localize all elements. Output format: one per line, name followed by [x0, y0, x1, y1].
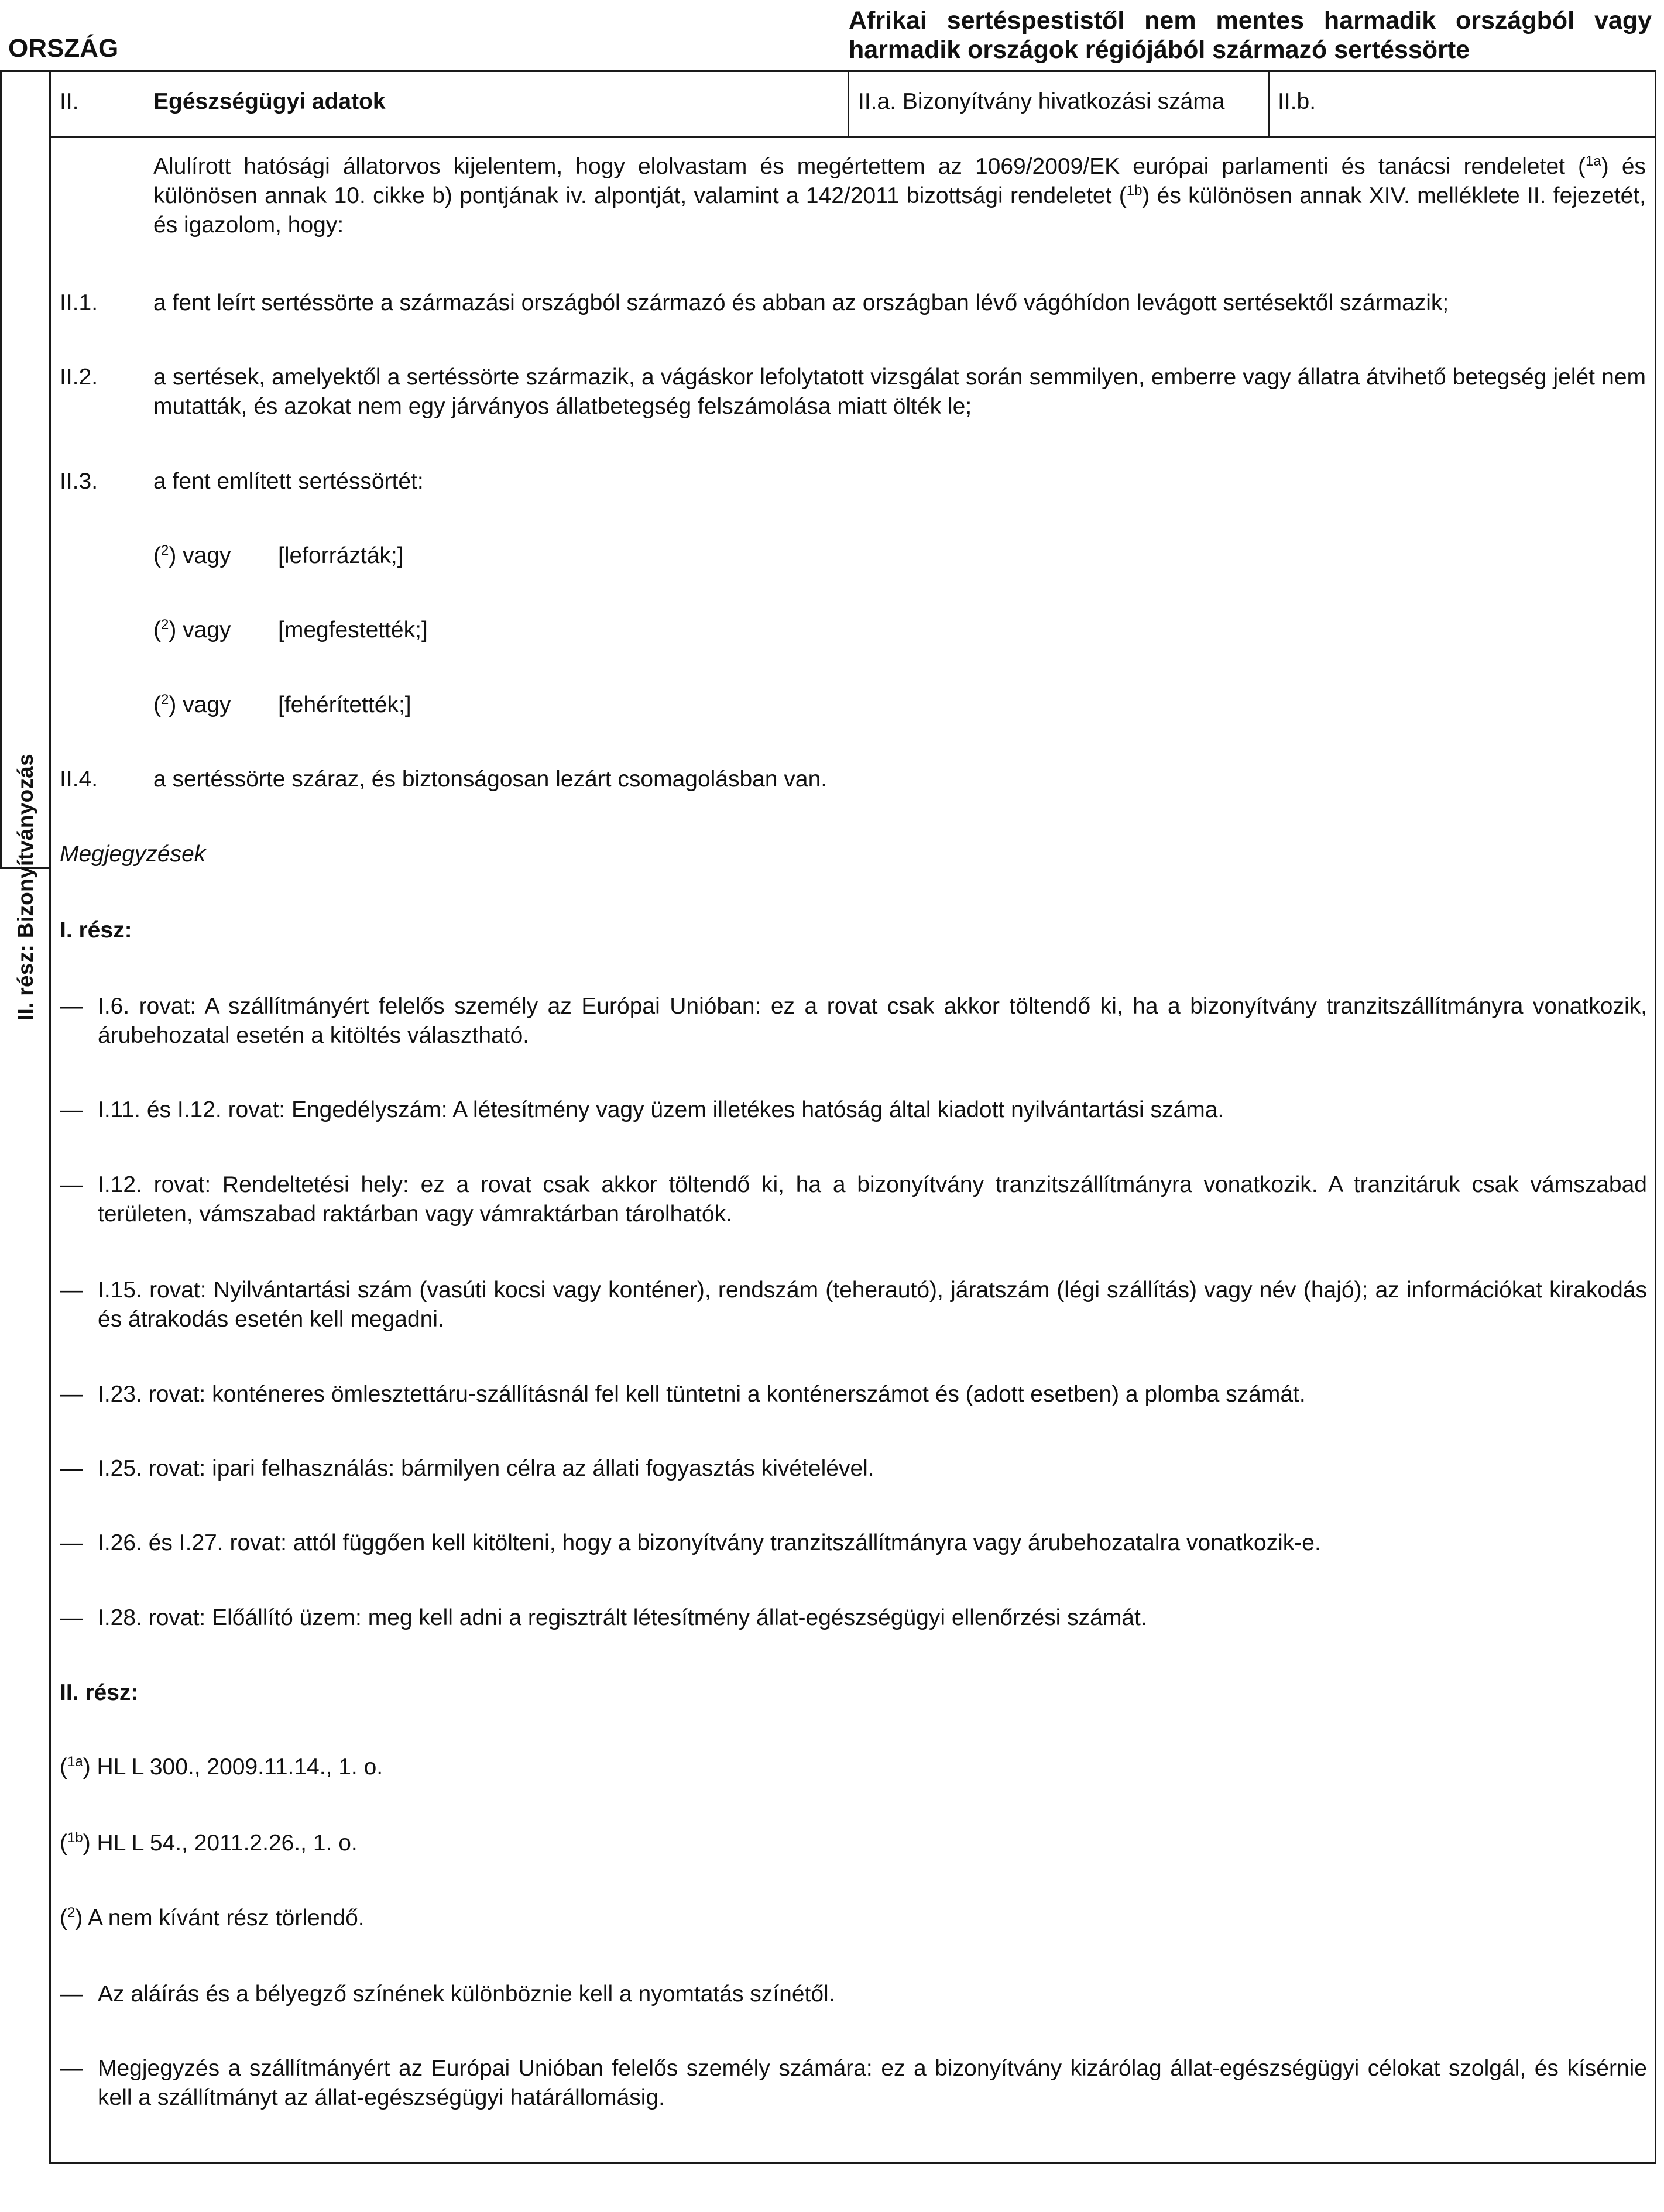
note-item: — I.28. rovat: Előállító üzem: meg kell adni a regisztrált létesítmény állat-egészségügyi ellenőrzési számát. [60, 1605, 1147, 1630]
footnote: ($^{1a}$) HL L 300., 2009.11.14., 1. o. [60, 1754, 383, 1780]
frame-bottom-line [49, 2162, 1656, 2164]
note-item: — I.6. rovat: A szállítmányért felelős személy az Európai Unióban: ez a rovat csak akkor töltendő ki, ha a bizonyítvány tranzitszállítmányra vonatkozik, árubehozatal esetén a kitöltés választható. [60, 994, 1647, 1048]
clause-number: II.4. [60, 767, 98, 792]
note-item: — I.25. rovat: ipari felhasználás: bármilyen célra az állati fogyasztás kivételével. [60, 1456, 874, 1481]
section-side-label [5, 753, 47, 1021]
note-item: — I.15. rovat: Nyilvántartási szám (vasúti kocsi vagy konténer), rendszám (teherautó), járatszám (légi szállítás) vagy név (hajó); az információkat kirakodás és átrakodás esetén kell megadni. [60, 1277, 1647, 1332]
note-item: — I.26. és I.27. rovat: attól függően kell kitölteni, hogy a bizonyítvány tranzitszállítmányra vagy árubehozatalra vonatkozik-e. [60, 1530, 1321, 1555]
option-text: [megfestették;] [278, 617, 428, 643]
option-text: [fehérítették;] [278, 692, 411, 717]
clause-number: II.1. [60, 290, 98, 315]
note-item: — Megjegyzés a szállítmányért az Európai Unióban felelős személy számára: ez a bizonyítvány kizárólag állat-egészségügyi célokat szolgál, és kísérnie kell a szállítmányt az állat-egészségügyi határállomásig. [60, 2056, 1647, 2110]
section-number: II. [60, 89, 79, 114]
reference-b-label: II.b. [1278, 89, 1316, 114]
notes-heading: Megjegyzések [60, 841, 206, 867]
country-label: ORSZÁG [8, 34, 119, 63]
section-heading: Egészségügyi adatok [153, 89, 386, 114]
certificate-title: Afrikai sertéspestistől nem mentes harmadik országból vagy harmadik országok régiójából származó sertéssörte [849, 6, 1652, 64]
row-bottom-line [49, 136, 1656, 138]
clause-number: II.3. [60, 469, 98, 494]
option-marker: ($^2$) vagy [153, 617, 231, 643]
ref-b-divider [1268, 70, 1270, 138]
part1-heading: I. rész: [60, 918, 132, 943]
ref-a-divider [848, 70, 849, 138]
footnote: ($^2$) A nem kívánt rész törlendő. [60, 1905, 365, 1931]
reference-number-label: II.a. Bizonyítvány hivatkozási száma [858, 89, 1225, 114]
frame-left-outer [0, 70, 2, 869]
part2-heading: II. rész: [60, 1680, 139, 1705]
note-item: — I.23. rovat: konténeres ömlesztettáru-szállításnál fel kell tüntetni a konténerszámot és (adott esetben) a plomba számát. [60, 1382, 1306, 1407]
note-item: — I.12. rovat: Rendeltetési hely: ez a rovat csak akkor töltendő ki, ha a bizonyítvány tranzitszállítmányra vonatkozik. A tranzitáruk csak vámszabad területen, vámszabad raktárban vagy vámraktárban tárolhatók. [60, 1172, 1647, 1227]
frame-left-inner [49, 70, 51, 2164]
clause-number: II.2. [60, 365, 98, 390]
option-text: [leforrázták;] [278, 543, 404, 568]
note-item: — Az aláírás és a bélyegző színének különböznie kell a nyomtatás színétől. [60, 1981, 835, 2007]
note-item: — I.11. és I.12. rovat: Engedélyszám: A létesítmény vagy üzem illetékes hatóság által kiadott nyilvántartási száma. [60, 1097, 1224, 1122]
clause-text: a sertéssörte száraz, és biztonságosan lezárt csomagolásban van. [153, 767, 828, 792]
frame-right [1655, 70, 1656, 2164]
clause-text: a fent leírt sertéssörte a származási országból származó és abban az országban lévő vágóhídon levágott sertésektől származik; [153, 290, 1449, 315]
option-marker: ($^2$) vagy [153, 692, 231, 717]
declaration-paragraph: Alulírott hatósági állatorvos kijelentem, hogy elolvastam és megértettem az 1069/2009/EK európai parlamenti és tanácsi rendeletet ($^{1a}$) és különösen annak 10. cikke b) pontjának iv. alpontját, valamint a 142/2011 bizottsági rendeletet ($^{1b}$) és különösen annak XIV. melléklete II. fejezetét, és igazolom, hogy: [153, 153, 1646, 238]
footnote: ($^{1b}$) HL L 54., 2011.2.26., 1. o. [60, 1830, 358, 1856]
clause-text: a fent említett sertéssörtét: [153, 469, 424, 494]
frame-top-line [0, 70, 1656, 72]
clause-text: a sertések, amelyektől a sertéssörte származik, a vágáskor lefolytatott vizsgálat során semmilyen, emberre vagy állatra átvihető betegség jelét nem mutatták, és azokat nem egy járványos állatbetegség felszámolása miatt ölték le; [153, 365, 1646, 419]
option-marker: ($^2$) vagy [153, 542, 231, 568]
section-side-label-text: II. rész: Bizonyítványozás [13, 753, 38, 1021]
